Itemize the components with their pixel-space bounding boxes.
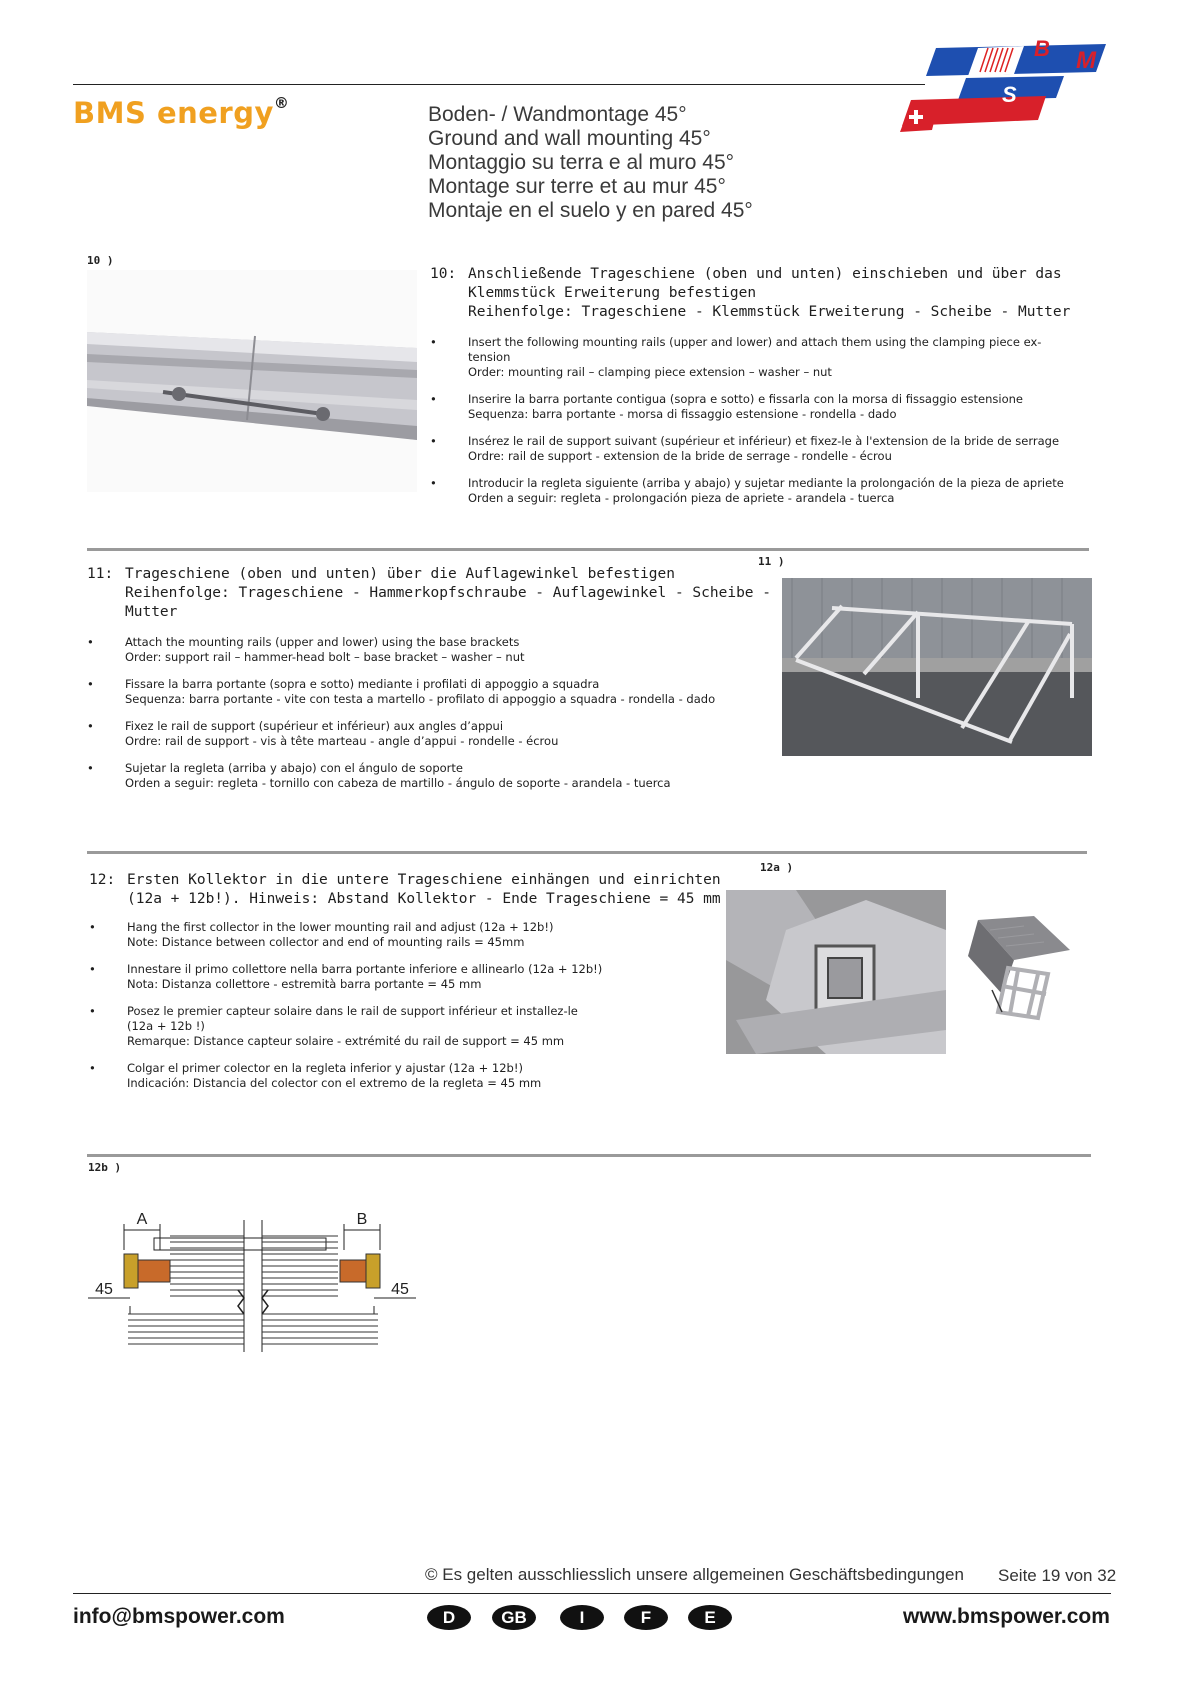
title-de: Boden- / Wandmontage 45° — [428, 103, 687, 126]
step12-heading — [89, 871, 721, 909]
bullet-line: Innestare il primo collettore nella barra portante inferiore e allinearlo (12a + 12b!) — [127, 962, 603, 976]
bullet-line: Order: support rail – hammer-head bolt – base bracket – washer – nut — [125, 650, 525, 664]
bullet-line: Remarque: Distance capteur solaire - extrémité du rail de support = 45 mm — [127, 1034, 565, 1048]
section-divider — [87, 548, 1089, 551]
bullet-line: Insert the following mounting rails (upper and lower) and attach them using the clamping piece ex- — [468, 335, 1042, 349]
svg-text:B: B — [1034, 36, 1050, 61]
step10-bullets — [430, 335, 1064, 518]
list-item: • Posez le premier capteur solaire dans le rail de support inférieur et installez-le (12a + 12b !) Remarque: Distance capteur solaire - extrémité du rail de support = 45 mm — [89, 1004, 602, 1049]
step11-head-line: Trageschiene (oben und unten) über die Auflagewinkel befestigen — [125, 566, 675, 582]
figure-label-10: 10 ) — [87, 254, 114, 267]
title-fr: Montage sur terre et au mur 45° — [428, 175, 726, 198]
svg-text:M: M — [1076, 47, 1096, 74]
bullet-line: Indicación: Distancia del colector con el extremo de la regleta = 45 mm — [127, 1076, 542, 1090]
step12-head-line: Ersten Kollektor in die untere Trageschiene einhängen und einrichten — [127, 872, 721, 888]
bullet-line: Posez le premier capteur solaire dans le rail de support inférieur et installez-le — [127, 1004, 578, 1018]
diagram-collector-profile — [962, 890, 1092, 1054]
step12-head-line: (12a + 12b!). Hinweis: Abstand Kollektor - Ende Trageschiene = 45 mm — [127, 891, 721, 907]
page-titles — [428, 103, 753, 223]
bullet-line: Inserire la barra portante contigua (sopra e sotto) e fissarla con la morsa di fissaggio estensione — [468, 392, 1023, 406]
list-item: • Innestare il primo collettore nella barra portante inferiore e allinearlo (12a + 12b!) Nota: Distanza collettore - estremità barra portante = 45 mm — [89, 962, 603, 991]
bullet-line: Orden a seguir: regleta - prolongación pieza de apriete - arandela - tuerca — [468, 491, 895, 505]
photo-collector-hook — [726, 890, 946, 1054]
figure-label-11: 11 ) — [758, 555, 785, 568]
list-item: • Introducir la regleta siguiente (arriba y abajo) y sujetar mediante la prolongación de la pieza de apriete Orden a seguir: regleta - prolongación pieza de apriete - arandela - tuerca — [430, 476, 1064, 505]
list-item: • Hang the first collector in the lower mounting rail and adjust (12a + 12b!) Note: Distance between collector and end of mounting rails = 45mm — [89, 920, 602, 950]
brand-logo — [73, 96, 289, 130]
list-item: • Sujetar la regleta (arriba y abajo) con el ángulo de soporte Orden a seguir: regleta - tornillo con cabeza de martillo - ángulo de soporte - arandela - tuerca — [87, 761, 715, 791]
footer-rule — [73, 1593, 1111, 1594]
bullet-line: Fissare la barra portante (sopra e sotto) mediante i profilati di appoggio a squadra — [125, 677, 600, 691]
brand-name: BMS energy — [73, 96, 274, 130]
diagram-collector-spacing — [88, 1180, 418, 1400]
title-it: Montaggio su terra e al muro 45° — [428, 151, 735, 174]
bullet-line: Attach the mounting rails (upper and lower) using the base brackets — [125, 635, 520, 649]
list-item: • Insert the following mounting rails (upper and lower) and attach them using the clamping piece ex- tension Order: mounting rail – clamping piece extension – washer – nut — [430, 335, 1064, 380]
terms-note: © Es gelten ausschliesslich unsere allgemeinen Geschäftsbedingungen — [425, 1565, 964, 1584]
bullet-line: Nota: Distanza collettore - estremità barra portante = 45 mm — [127, 977, 482, 991]
bullet-line: Sequenza: barra portante - vite con testa a martello - profilato di appoggio a squadra - rondella - dado — [125, 692, 716, 706]
page-number: Seite 19 von 32 — [998, 1566, 1117, 1585]
list-item: • Colgar el primer colector en la regleta inferior y ajustar (12a + 12b!) Indicación: Distancia del colector con el extremo de la regleta = 45 mm — [89, 1061, 602, 1091]
svg-text:S: S — [1002, 82, 1017, 107]
dimension-right: 45 — [391, 1281, 409, 1298]
registered-mark: ® — [273, 94, 290, 112]
bullet-line: Hang the first collector in the lower mounting rail and adjust (12a + 12b!) — [127, 920, 554, 934]
step12-number: 12: — [89, 872, 116, 888]
bullet-line: Ordre: rail de support - vis à tête marteau - angle d’appui - rondelle - écrou — [125, 734, 559, 748]
step11-head-line: Mutter — [125, 604, 178, 620]
website-link[interactable]: www.bmspower.com — [903, 1605, 1110, 1628]
figure-label-12b: 12b ) — [88, 1161, 122, 1174]
bullet-line: Orden a seguir: regleta - tornillo con cabeza de martillo - ángulo de soporte - arandela - tuerca — [125, 776, 671, 790]
bullet-line: Order: mounting rail – clamping piece extension – washer – nut — [468, 365, 832, 379]
list-item: • Inserire la barra portante contigua (sopra e sotto) e fissarla con la morsa di fissaggio estensione Sequenza: barra portante - morsa di fissaggio estensione - rondella - dado — [430, 392, 1064, 422]
header-rule — [73, 84, 925, 85]
section-divider — [87, 1154, 1091, 1157]
bms-flag-logo-icon — [896, 36, 1108, 142]
step12-bullets — [89, 920, 602, 1103]
list-item: • Attach the mounting rails (upper and lower) using the base brackets Order: support rail – hammer-head bolt – base bracket – washer – nut — [87, 635, 715, 665]
bullet-line: tension — [468, 350, 511, 364]
language-fr-button[interactable]: F — [624, 1605, 668, 1630]
bullet-line: Insérez le rail de support suivant (supérieur et inférieur) et fixez-le à l'extension de la bride de serrage — [468, 434, 1060, 448]
contact-email-link[interactable]: info@bmspower.com — [73, 1605, 285, 1628]
list-item: • Insérez le rail de support suivant (supérieur et inférieur) et fixez-le à l'extension de la bride de serrage Ordre: rail de support - extension de la bride de serrage - rondelle - écrou — [430, 434, 1064, 464]
title-en: Ground and wall mounting 45° — [428, 127, 711, 150]
bullet-line: Ordre: rail de support - extension de la bride de serrage - rondelle - écrou — [468, 449, 892, 463]
dimension-left: 45 — [95, 1281, 113, 1298]
figure-label-12a: 12a ) — [760, 861, 794, 874]
label-b: B — [356, 1211, 368, 1228]
bullet-line: Colgar el primer colector en la regleta inferior y ajustar (12a + 12b!) — [127, 1061, 523, 1075]
list-item: • Fissare la barra portante (sopra e sotto) mediante i profilati di appoggio a squadra Sequenza: barra portante - vite con testa a martello - profilato di appoggio a squadra - rondella - dado — [87, 677, 716, 706]
photo-rail-extension — [87, 270, 417, 492]
section-divider — [87, 851, 1087, 854]
language-it-button[interactable]: I — [560, 1605, 604, 1630]
bullet-line: Sujetar la regleta (arriba y abajo) con el ángulo de soporte — [125, 761, 463, 775]
bullet-line: Introducir la regleta siguiente (arriba y abajo) y sujetar mediante la prolongación de la pieza de apriete — [468, 476, 1064, 490]
step11-number: 11: — [87, 566, 114, 582]
bullet-line: (12a + 12b !) — [127, 1019, 205, 1033]
list-item: • Fixez le rail de support (supérieur et inférieur) aux angles d’appui Ordre: rail de support - vis à tête marteau - angle d’appui - rondelle - écrou — [87, 719, 715, 749]
step10-head-line: Anschließende Trageschiene (oben und unten) einschieben und über das — [468, 266, 1062, 282]
language-de-button[interactable]: D — [427, 1605, 471, 1630]
language-gb-button[interactable]: GB — [492, 1605, 536, 1630]
step10-heading — [430, 265, 1070, 322]
step10-head-line: Reihenfolge: Trageschiene - Klemmstück Erweiterung - Scheibe - Mutter — [468, 304, 1071, 320]
photo-frame-assembly — [782, 578, 1092, 756]
title-es: Montaje en el suelo y en pared 45° — [428, 199, 753, 222]
bullet-line: Sequenza: barra portante - morsa di fissaggio estensione - rondella - dado — [468, 407, 897, 421]
language-es-button[interactable]: E — [688, 1605, 732, 1630]
step11-bullets — [87, 635, 715, 803]
step11-heading — [87, 565, 771, 622]
step11-head-line: Reihenfolge: Trageschiene - Hammerkopfschraube - Auflagewinkel - Scheibe - — [125, 585, 772, 601]
label-a: A — [136, 1211, 148, 1228]
bullet-line: Note: Distance between collector and end of mounting rails = 45mm — [127, 935, 525, 949]
bullet-line: Fixez le rail de support (supérieur et inférieur) aux angles d’appui — [125, 719, 504, 733]
step10-number: 10: — [430, 266, 457, 282]
step10-head-line: Klemmstück Erweiterung befestigen — [468, 285, 757, 301]
